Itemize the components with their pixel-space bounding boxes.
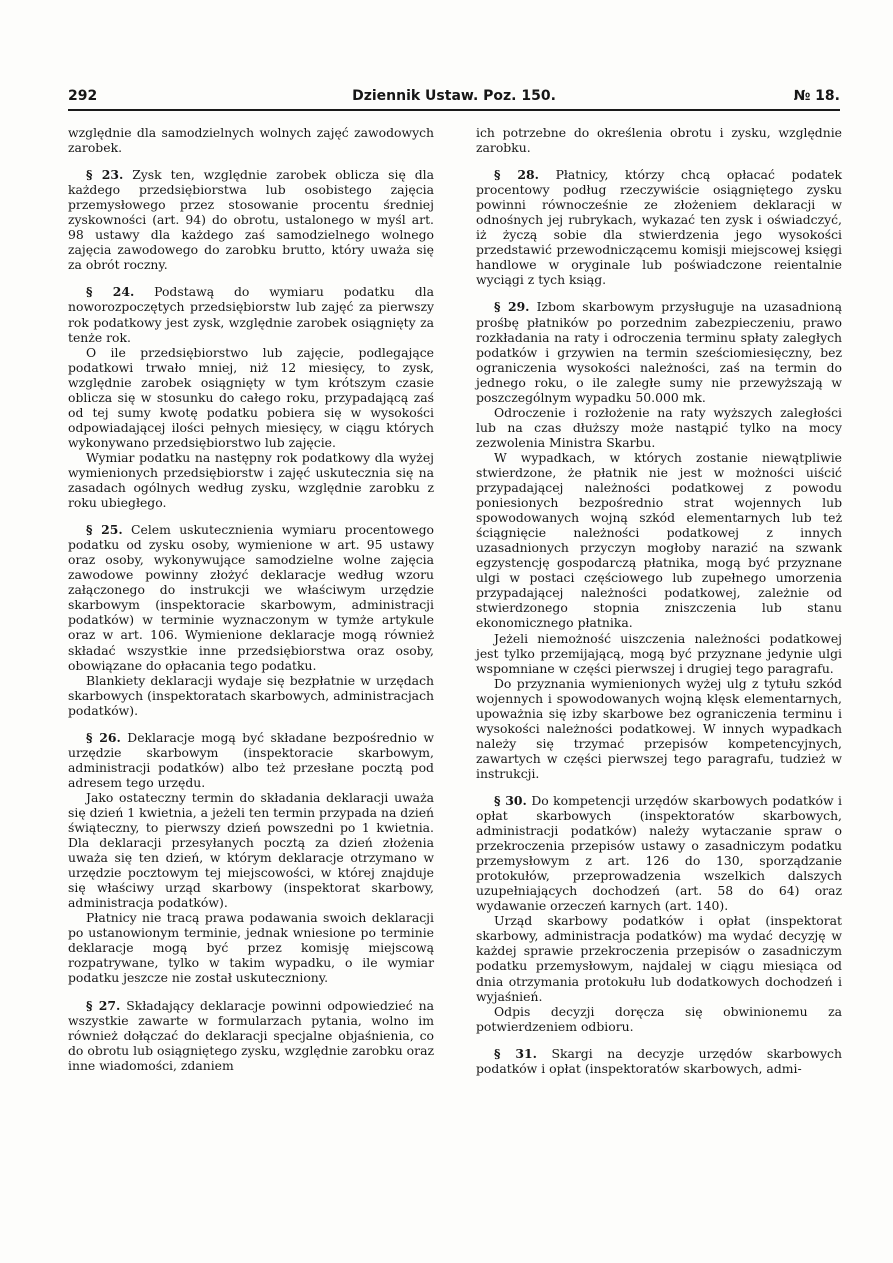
paragraph: Jako ostateczny termin do składania deklaracji uważa się dzień 1 kwietnia, a jeżeli ten termin przypada na dzień świąteczny, to pierwszy dzień powszedni po 1 kwietnia. Dla deklaracji przesyłanych pocztą za dzień złożenia uważa się ten dzień, w którym deklaracje otrzymano w urzędzie pocztowym tej miejscowości, w której znajduje się właściwy urząd skarbowy (inspektorat skarbowy, administracja podatków). [68, 789, 435, 911]
section-number: § 29. [494, 299, 530, 315]
section-number: § 26. [86, 729, 121, 745]
section-25 [68, 522, 434, 672]
paragraph: Blankiety deklaracji wydaje się bezpłatnie w urzędach skarbowych (inspektoratach skarbowych, administracjach podatków). [68, 672, 434, 718]
paragraph: Płatnicy nie tracą prawa podawania swoich deklaracji po ustanowionym terminie, jednak wniesione po terminie deklaracje mogą być przez komisję miejscową rozpatrywane, tylko w takim wypadku, o ile wymiar podatku jeszcze nie został uskuteczniony. [68, 910, 434, 986]
header-rule [68, 109, 840, 111]
paragraph: Odpis decyzji doręcza się obwinionemu za potwierdzeniem odbioru. [476, 1003, 842, 1034]
section-text: Składający deklaracje powinni odpowiedzieć na wszystkie zawarte w formularzach pytania, wolno im również dołączać do deklaracji specjalne objaśnienia, co do obrotu lub osiągniętego zysku, względnie zarobku oraz inne wiadomości, zdaniem [68, 997, 434, 1073]
section-28 [476, 167, 842, 287]
section-29 [476, 299, 842, 404]
left-column [68, 125, 434, 1073]
section-number: § 23. [86, 167, 124, 183]
section-26 [68, 730, 434, 790]
section-text: Celem uskutecznienia wymiaru procentowego podatku od zysku osoby, wymienione w art. 95 ustawy oraz osoby, wykonywujące samodzielne wolne zajęcia zawodowe powinny złożyć deklaracje według wzoru załączonego do instrukcji we właściwym urzędzie skarbowym (inspektoracie skarbowym, administracji podatków) w terminie wyznaczonym w tymże artykule oraz w art. 106. Wymienione deklaracje mogą również składać wszystkie inne przedsiębiorstwa oraz osoby, obowiązane do opłacania tego podatku. [68, 522, 434, 673]
paragraph: W wypadkach, w których zostanie niewątpliwie stwierdzone, że płatnik nie jest w możności uiścić przypadającej należności podatkowej z powodu poniesionych bezpośrednio strat wojennych lub spowodowanych wojną szkód elementarnych lub też ściągnięcie należności podatkowej z innych uzasadnionych przyczyn mogłoby narazić na szwank egzystencję gospodarczą płatnika, mogą być przyznane ulgi w postaci częściowego lub zupełnego umorzenia przypadającej należności podatkowej, zależnie od stwierdzonego stopnia zniszczenia lub stanu ekonomicznego płatnika. [476, 449, 842, 631]
section-number: § 31. [494, 1045, 537, 1061]
section-text: Do kompetencji urzędów skarbowych podatków i opłat skarbowych (inspektoratów skarbowych, administracji podatków) należy wytaczanie spraw o przekroczenia przepisów ustawy o zasadniczym podatku przemysłowym z art. 126 do 130, sporządzanie protokułów, przeprowadzenia wszelkich dalszych uzupełniających dochodzeń (art. 58 do 64) oraz wydawanie orzeczeń karnych (art. 140). [476, 792, 842, 914]
paragraph: Wymiar podatku na następny rok podatkowy dla wyżej wymienionych przedsiębiorstw i zajęć uskutecznia się na zasadach ogólnych według zysku, względnie zarobku z roku ubiegłego. [68, 449, 434, 511]
section-text: Płatnicy, którzy chcą opłacać podatek procentowy podług rzeczywiście osiągniętego zysku powinni równocześnie ze złożeniem deklaracji w odnośnych jej rubrykach, wykazać ten zysk i oświadczyć, iż życzą sobie dla stwierdzenia jego wysokości przedstawić przewodniczącemu komisji miejscowej księgi handlowe w oryginale lub poświadczone reientalnie wyciągi z tych ksiąg. [476, 167, 842, 288]
section-24 [68, 284, 434, 344]
section-text: Zysk ten, względnie zarobek oblicza się dla każdego przedsiębiorstwa lub osobistego zajęcia przemysłowego przez stosowanie procentu średniej zyskowności (art. 94) do obrotu, ustalonego w myśl art. 98 ustawy dla każdego zaś samodzielnego wolnego zajęcia zawodowego do zarobku brutto, który uważa się za obrót roczny. [68, 167, 434, 273]
section-number: § 25. [86, 522, 123, 538]
paragraph: O ile przedsiębiorstwo lub zajęcie, podlegające podatkowi trwało mniej, niż 12 miesięcy, to zysk, względnie zarobek osiągnięty w tym krótszym czasie oblicza się w stosunku do całego roku, przypadającą zaś od tej sumy kwotę podatku pobiera się w wysokości odpowiadającej ilości pełnych miesięcy, w ciągu których wykonywano przedsiębiorstwo lub zajęcie. [68, 344, 434, 450]
section-number: § 30. [494, 792, 527, 808]
section-text: Izbom skarbowym przysługuje na uzasadnioną prośbę płatników po porzednim zabezpieczeniu, prawo rozkładania na raty i odroczenia terminu spłaty zaległych podatków i grzywien na termin sześciomiesięczny, bez ograniczenia wysokości należności, zaś na termin do jednego roku, o ile zaległe sumy nie przewyższają w poszczególnym wypadku 50.000 mk. [476, 299, 842, 405]
section-text: Skargi na decyzje urzędów skarbowych podatków i opłat (inspektoratów skarbowych, admi- [476, 1045, 842, 1076]
page-header [68, 88, 840, 110]
section-27 [68, 998, 434, 1073]
issue-number: № 18. [793, 88, 840, 104]
page-number: 292 [68, 88, 98, 104]
paragraph-continued: ich potrzebne do określenia obrotu i zysku, względnie zarobku. [476, 125, 842, 156]
paragraph-continued: względnie dla samodzielnych wolnych zajęć zawodowych zarobek. [68, 125, 434, 156]
section-number: § 27. [86, 997, 121, 1013]
paragraph: Odroczenie i rozłożenie na raty wyższych zaległości lub na czas dłuższy może nastąpić tylko na mocy zezwolenia Ministra Skarbu. [476, 404, 842, 450]
paragraph: Jeżeli niemożność uiszczenia należności podatkowej jest tylko przemijającą, mogą być przyznane jedynie ulgi wspomniane w części pierwszej i drugiej tego paragrafu. [476, 630, 842, 676]
paragraph: Do przyznania wymienionych wyżej ulg z tytułu szkód wojennych i spowodowanych wojną klęsk elementarnych, upoważnia się izby skarbowe bez ograniczenia terminu i wysokości należności podatkowej. W innych wypadkach należy się trzymać przepisów kompetencyjnych, zawartych w części pierwszej tego paragrafu, tudzież w instrukcji. [476, 675, 842, 781]
section-text: Podstawą do wymiaru podatku dla noworozpoczętych przedsiębiorstw lub zajęć za pierwszy rok podatkowy jest zysk, względnie zarobek osiągnięty za tenże rok. [68, 284, 434, 345]
paragraph: Urząd skarbowy podatków i opłat (inspektorat skarbowy, administracja podatków) ma wydać decyzję w każdej sprawie przekroczenia przepisów o zasadniczym podatku przemysłowym, najdalej w ciągu miesiąca od dnia otrzymania protokułu lub dodatkowych dochodzeń i wyjaśnień. [476, 913, 842, 1004]
section-text: Deklaracje mogą być składane bezpośrednio w urzędzie skarbowym (inspektoracie skarbowym, administracji podatków) albo też przesłane pocztą pod adresem tego urzędu. [68, 729, 434, 790]
section-number: § 24. [86, 284, 135, 300]
journal-title: Dziennik Ustaw. Poz. 150. [352, 88, 556, 104]
section-30 [476, 793, 842, 913]
section-23 [68, 167, 434, 272]
section-31 [476, 1046, 842, 1076]
right-column [476, 125, 842, 1076]
section-number: § 28. [494, 167, 539, 183]
